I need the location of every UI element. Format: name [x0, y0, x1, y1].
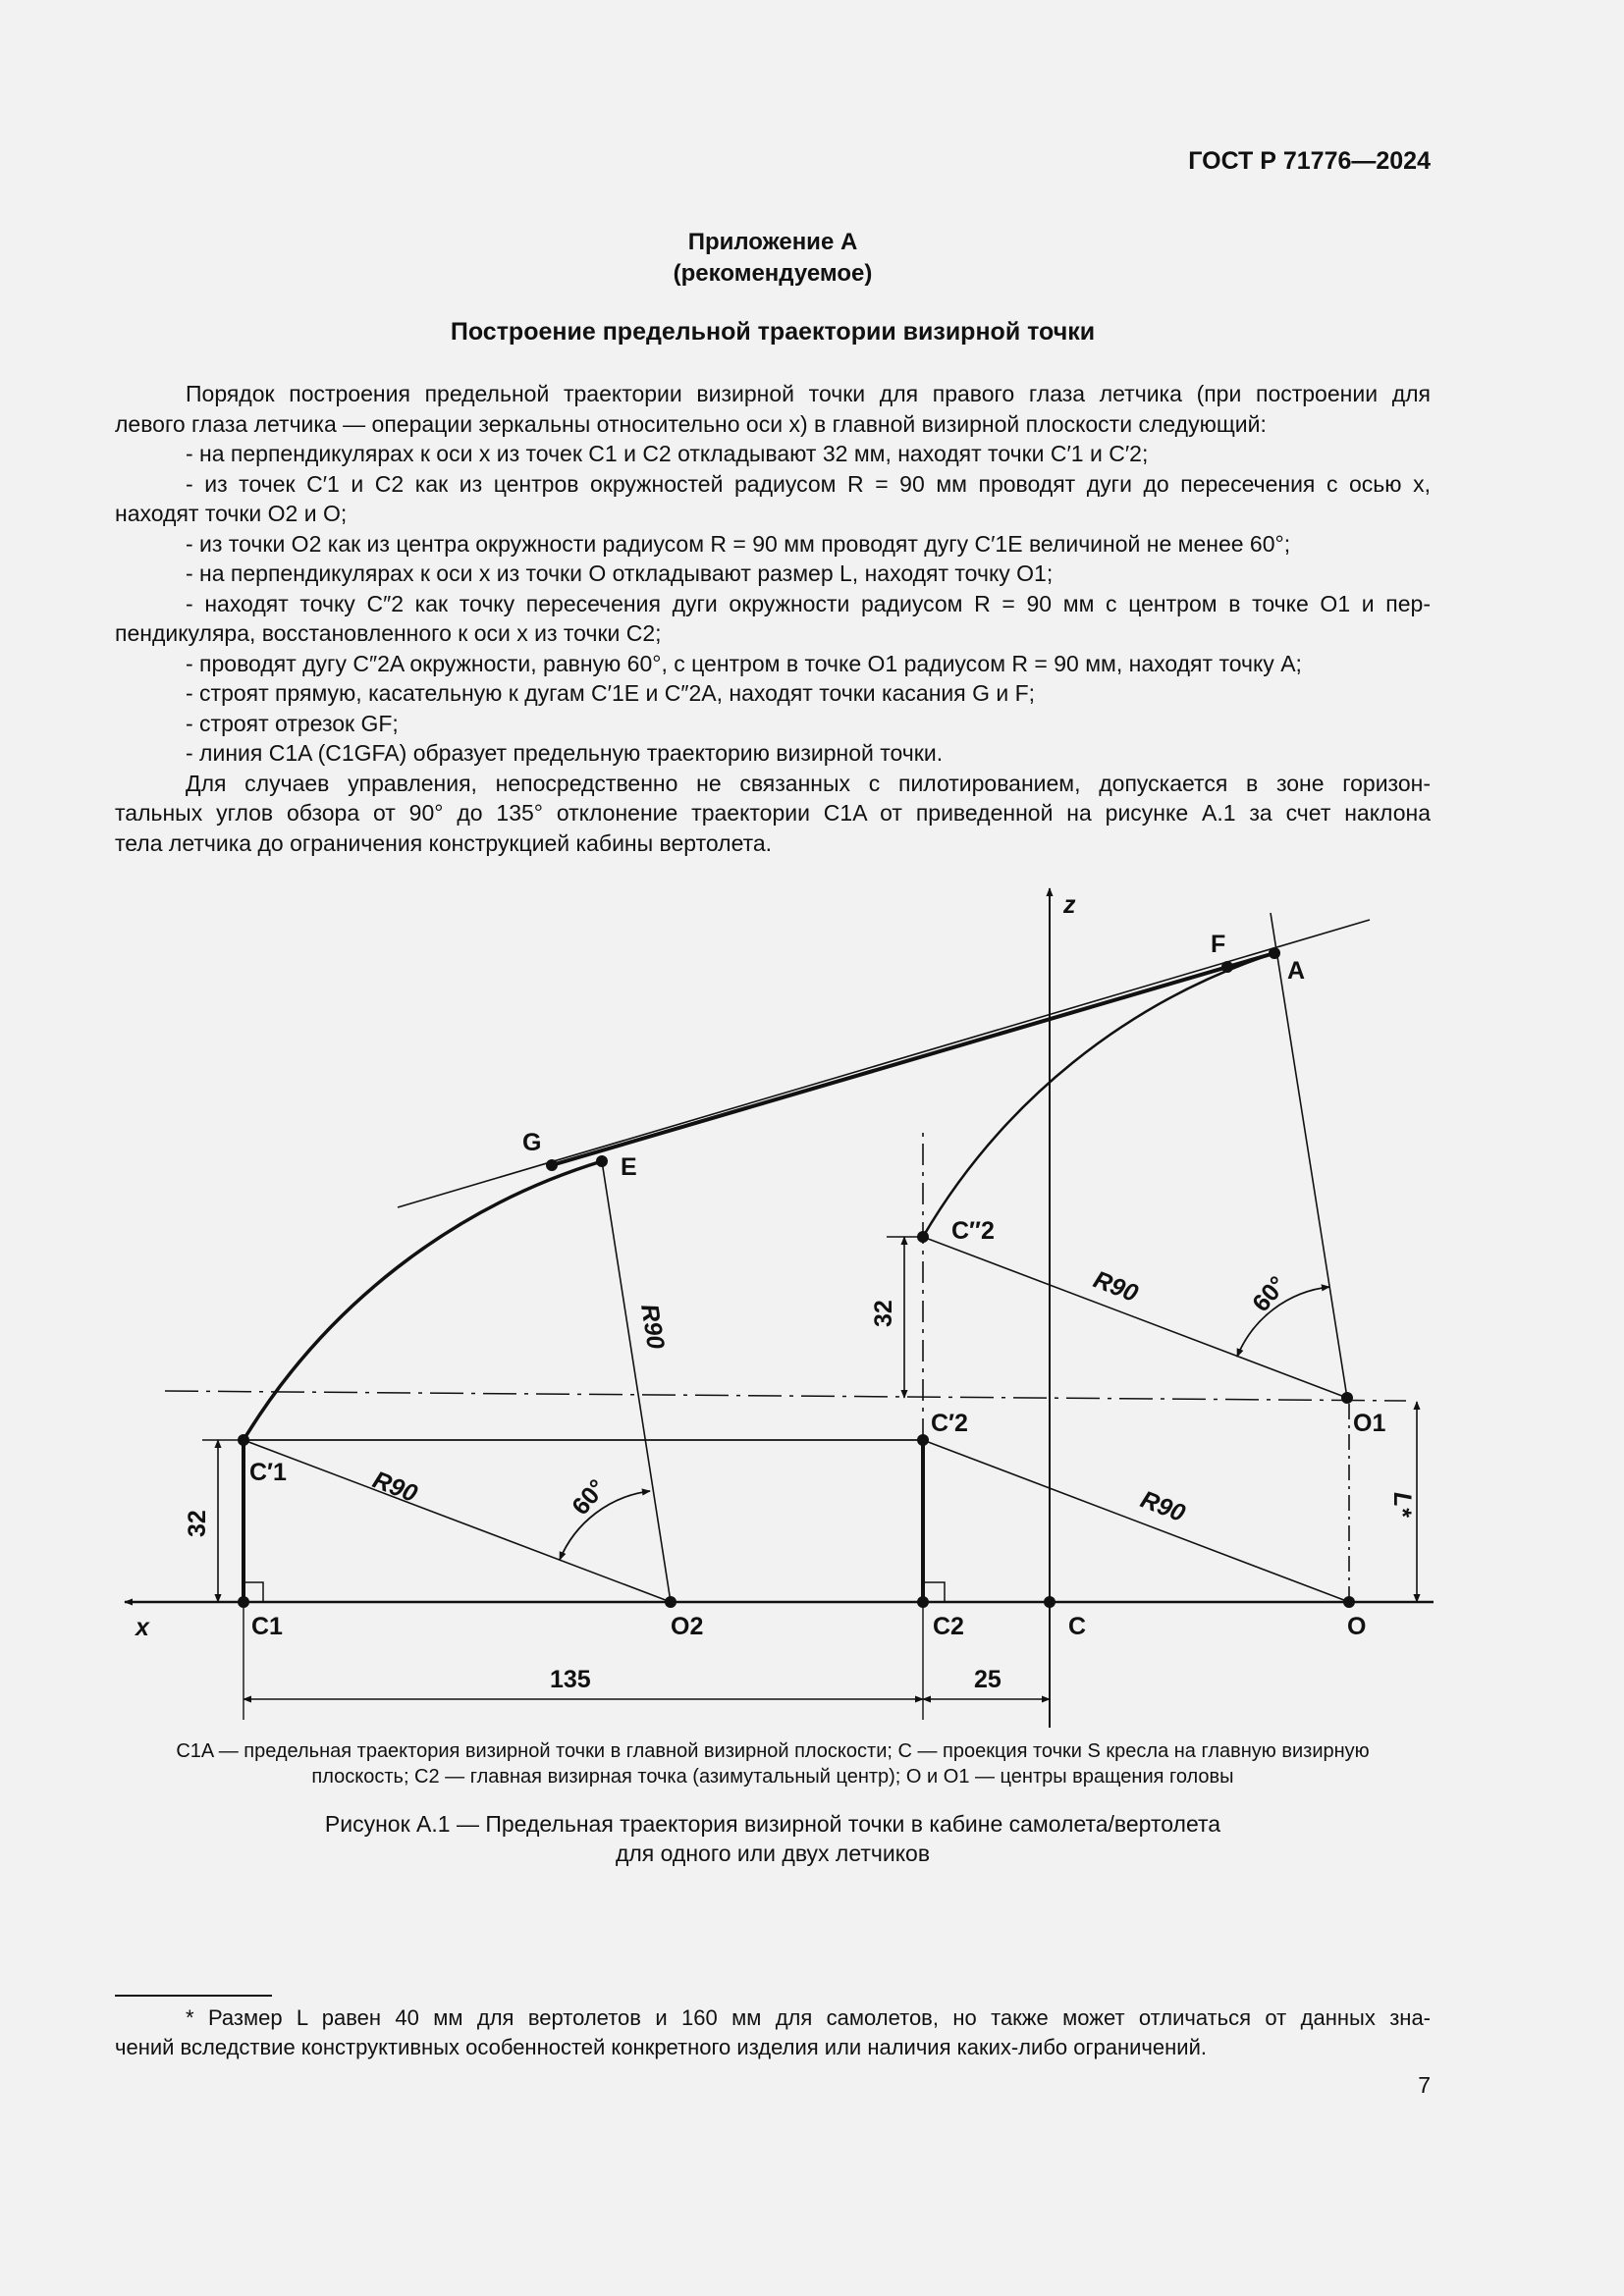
footnote-line-1: * Размер L равен 40 мм для вертолетов и 160 мм для самолетов, но также может отличаться от данных зна-: [186, 2005, 1431, 2030]
intro-line-2: левого глаза летчика — операции зеркальны относительно оси x) в главной визирной плоскости следующий:: [115, 410, 1267, 437]
point-e: [596, 1155, 608, 1167]
label-angle-o1: 60°: [1247, 1270, 1292, 1317]
annex-heading: Построение предельной траектории визирной точки: [450, 318, 1096, 346]
label-dim-135: 135: [550, 1666, 591, 1693]
step-9: - линия C1A (C1GFA) образует предельную траекторию визирной точки.: [186, 740, 944, 766]
standard-code: ГОСТ Р 71776—2024: [1188, 147, 1431, 175]
footnote: [115, 2003, 1431, 2062]
step-2b: находят точки O2 и O;: [115, 501, 348, 526]
step-4: - на перпендикулярах к оси x из точки O откладывают размер L, находят точку O1;: [186, 561, 1054, 586]
label-dim-l: L*: [1388, 1492, 1416, 1517]
point-a: [1269, 947, 1280, 959]
step-8: - строят отрезок GF;: [186, 710, 399, 736]
note-line-3: тела летчика до ограничения конструкцией кабины вертолета.: [115, 829, 773, 856]
label-o1: O1: [1353, 1410, 1386, 1437]
note-line-1: Для случаев управления, непосредственно не связанных с пилотированием, допускается в зоне горизон-: [186, 770, 1431, 796]
point-c1p: [238, 1434, 249, 1446]
label-r90-lower: R90: [1136, 1485, 1189, 1528]
center-line-o1: [165, 1391, 1406, 1401]
point-c1: [238, 1596, 249, 1608]
figure-title: [115, 1809, 1431, 1868]
point-c: [1044, 1596, 1056, 1608]
step-6: - проводят дугу C″2A окружности, равную 60°, с центром в точке O1 радиусом R = 90 мм, находят точку A;: [186, 650, 1302, 676]
label-c2pp: C″2: [951, 1217, 995, 1245]
page-number: 7: [1418, 2072, 1431, 2098]
label-c2p: C′2: [931, 1410, 968, 1437]
label-o2: O2: [671, 1613, 704, 1640]
figure-title-line-1: Рисунок А.1 — Предельная траектория визирной точки в кабине самолета/вертолета: [324, 1811, 1221, 1837]
step-5b: пендикуляра, восстановленного к оси x из точки C2;: [115, 620, 662, 646]
point-c2p: [917, 1434, 929, 1446]
figure-legend: [115, 1738, 1431, 1789]
figure-title-line-2: для одного или двух летчиков: [615, 1841, 931, 1866]
label-c1: C1: [251, 1613, 283, 1640]
label-c2: C2: [933, 1613, 964, 1640]
radius-o1-a: [1271, 913, 1347, 1398]
step-1: - на перпендикулярах к оси x из точек C1 и C2 откладывают 32 мм, находят точки C′1 и C′2;: [186, 441, 1149, 466]
label-c1p: C′1: [249, 1459, 287, 1486]
label-dim-25: 25: [974, 1666, 1001, 1693]
point-o1: [1341, 1392, 1353, 1404]
footnote-line-2: чений вследствие конструктивных особенностей конкретного изделия или наличия каких-либо ограничений.: [115, 2035, 1207, 2059]
label-g: G: [522, 1129, 542, 1156]
label-c: C: [1068, 1613, 1087, 1640]
label-dim-32-right: 32: [870, 1300, 897, 1327]
radius-c2pp-o1: [923, 1237, 1347, 1398]
point-f: [1221, 961, 1233, 973]
label-f: F: [1211, 931, 1226, 958]
point-c2pp: [917, 1231, 929, 1243]
figure-legend-line-1: C1A — предельная траектория визирной точки в главной визирной плоскости; C — проекция точки S кресла на главную визирную: [176, 1740, 1370, 1762]
point-c2: [917, 1596, 929, 1608]
arc-c2pp-a: [923, 953, 1274, 1237]
label-a: A: [1287, 957, 1306, 985]
arc-c1p-e: [244, 1161, 602, 1440]
annex-status: (рекомендуемое): [673, 260, 873, 287]
step-5a: - находят точку C″2 как точку пересечения дуги окружности радиусом R = 90 мм с центром в точке O1 и пер-: [186, 590, 1431, 616]
label-r90-left: R90: [368, 1466, 421, 1509]
footnote-rule: [115, 1995, 272, 1997]
radius-o2-e: [602, 1161, 671, 1602]
radius-c2p-o: [923, 1440, 1349, 1602]
label-r90-upper: R90: [1089, 1265, 1142, 1308]
radius-c1p-o2: [244, 1440, 671, 1602]
note-line-2: тальных углов обзора от 90° до 135° отклонение траектории C1A от приведенной на рисунке А.1 за счет наклона: [115, 800, 1431, 826]
label-z: z: [1063, 891, 1076, 919]
label-angle-o2: 60°: [567, 1473, 612, 1521]
step-7: - строят прямую, касательную к дугам C′1E и C″2A, находят точки касания G и F;: [186, 680, 1036, 706]
point-o: [1343, 1596, 1355, 1608]
step-2a: - из точек C′1 и C2 как из центров окружностей радиусом R = 90 мм проводят дуги до пересечения с осью x,: [186, 470, 1431, 497]
annex-title: Приложение А: [687, 229, 858, 255]
label-x: x: [135, 1614, 149, 1641]
point-o2: [665, 1596, 677, 1608]
label-e: E: [621, 1153, 637, 1181]
figure-legend-line-2: плоскость; C2 — главная визирная точка (азимутальный центр); O и O1 — центры вращения головы: [311, 1766, 1234, 1788]
segment-gf: [552, 953, 1274, 1165]
intro-line-1: Порядок построения предельной траектории визирной точки для правого глаза летчика (при построении для: [186, 381, 1431, 406]
point-g: [546, 1159, 558, 1171]
label-dim-32-left: 32: [184, 1510, 211, 1537]
step-3: - из точки O2 как из центра окружности радиусом R = 90 мм проводят дугу C′1E величиной не менее 60°;: [186, 530, 1291, 557]
label-r90-mid: R90: [635, 1302, 670, 1352]
label-o: O: [1347, 1613, 1367, 1640]
